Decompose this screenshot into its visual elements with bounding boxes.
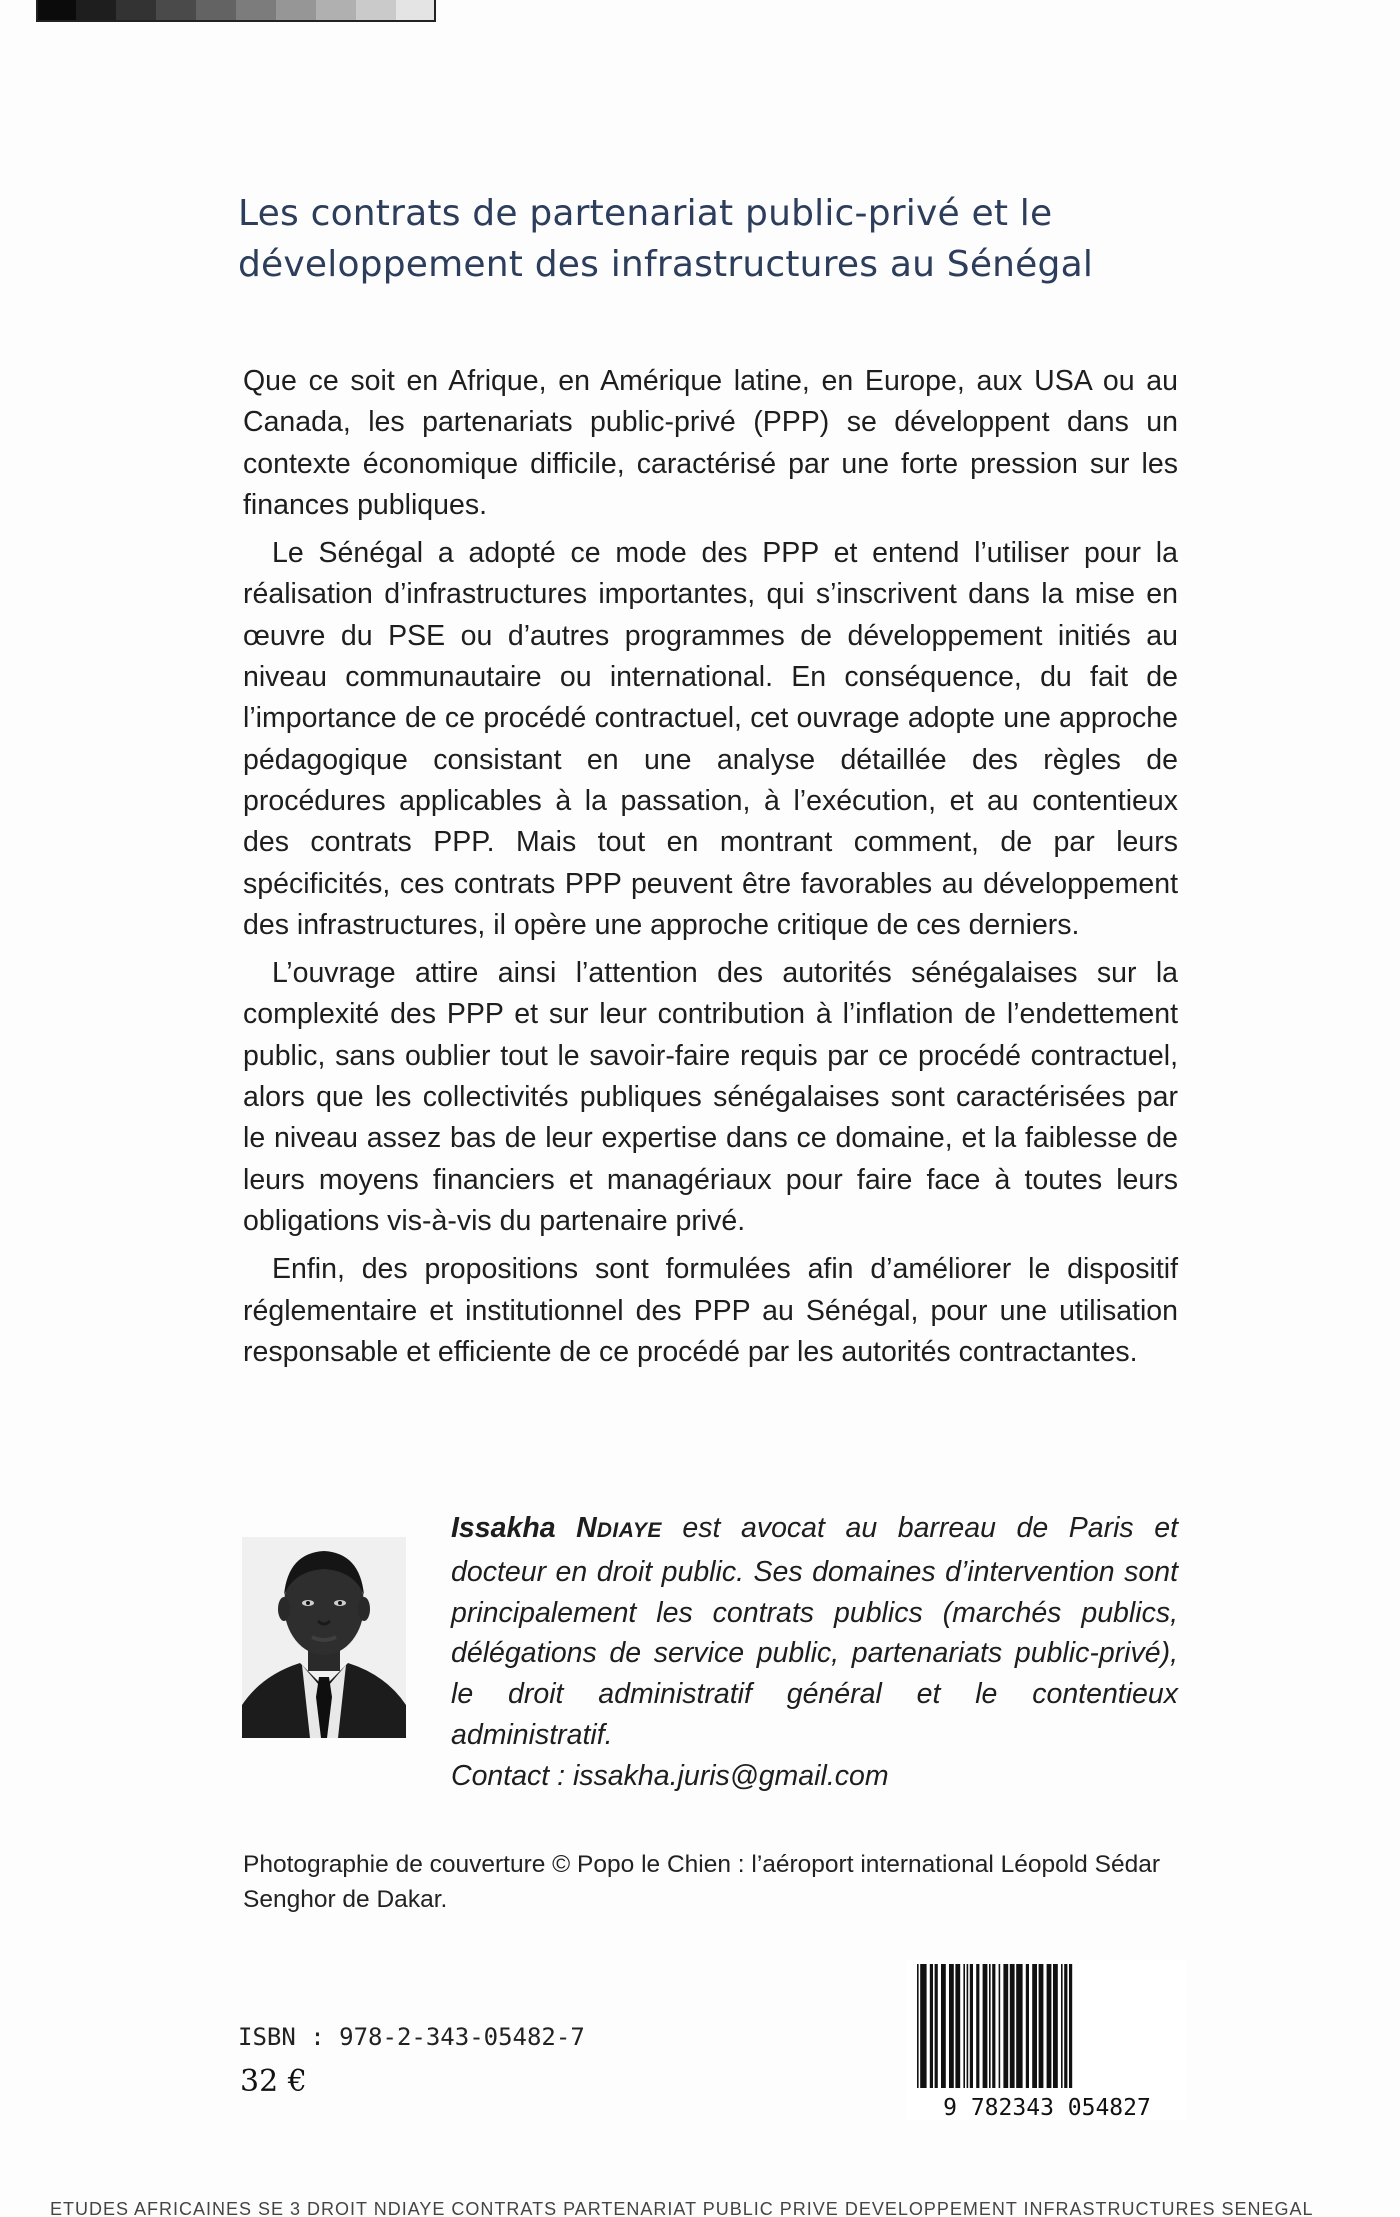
barcode-bar bbox=[1010, 1964, 1015, 2088]
calibration-swatch bbox=[196, 0, 236, 22]
barcode-bar bbox=[1039, 1964, 1044, 2088]
print-calibration-strip bbox=[36, 0, 436, 22]
barcode-bar bbox=[930, 1964, 933, 2088]
author-name: Issakha NDIAYE bbox=[451, 1512, 662, 1544]
barcode-bar bbox=[1016, 1964, 1022, 2088]
barcode-bar bbox=[955, 1964, 960, 2088]
barcode-bar bbox=[963, 1964, 965, 2088]
barcode-bar bbox=[1064, 1964, 1067, 2088]
barcode-bar bbox=[1061, 1964, 1063, 2088]
blurb-paragraph-4: Enfin, des propositions sont formulées afin d’améliorer le dispositif réglementaire et institutionnel des PPP au Sénégal, pour une utilisation responsable et efficiente de ce procédé par les autorités contractantes. bbox=[243, 1253, 1178, 1368]
barcode-bar bbox=[1069, 1964, 1072, 2088]
barcode-bar bbox=[935, 1964, 938, 2088]
barcode-bar bbox=[976, 1964, 979, 2088]
barcode-bar bbox=[941, 1964, 946, 2088]
calibration-swatch bbox=[236, 0, 276, 22]
barcode-bar bbox=[920, 1964, 926, 2088]
barcode-bar bbox=[1003, 1964, 1008, 2088]
author-photo bbox=[242, 1537, 406, 1738]
cover-photo-credit: Photographie de couverture © Popo le Chien : l’aéroport international Léopold Sédar Senghor de Dakar. bbox=[243, 1851, 1160, 1913]
blurb-paragraph-1: Que ce soit en Afrique, en Amérique latine, en Europe, aux USA ou au Canada, les partenariats public-privé (PPP) se développent dans un contexte économique difficile, caractérisé par une forte pression sur les finances publiques. bbox=[243, 365, 1178, 521]
barcode-bar bbox=[967, 1964, 969, 2088]
barcode-digits: 9 782343 054827 bbox=[943, 2095, 1151, 2120]
barcode-bar bbox=[983, 1964, 988, 2088]
blurb-paragraph-2: Le Sénégal a adopté ce mode des PPP et entend l’utiliser pour la réalisation d’infrastructures importantes, qui s’inscrivent dans la mise en œuvre du PSE ou d’autres programmes de développement initiés au niveau communautaire ou international. En conséquence, du fait de l’importance de ce procédé contractuel, cet ouvrage adopte une approche pédagogique consistant en une analyse détaillée des règles de procédures applicables à la passation, à l’exécution, et au contentieux des contrats PPP. Mais tout en montrant comment, de par leurs spécificités, ces contrats PPP peuvent être favorables au développement des infrastructures, il opère une approche critique de ces derniers. bbox=[243, 537, 1178, 941]
barcode-bar bbox=[1026, 1964, 1029, 2088]
author-contact: Contact : issakha.juris@gmail.com bbox=[451, 1759, 889, 1792]
barcode-bar bbox=[1032, 1964, 1037, 2088]
calibration-swatch bbox=[356, 0, 396, 22]
calibration-swatch bbox=[396, 0, 436, 22]
blurb-paragraph-3: L’ouvrage attire ainsi l’attention des autorités sénégalaises sur la complexité des PPP et sur leur contribution à l’inflation de l’endettement public, sans oublier tout le savoir-faire requis par ce procédé contractuel, alors que les collectivités publiques sénégalaises sont caractérisées par le niveau assez bas de leur expertise dans ce domaine, et la faiblesse de leurs moyens financiers et managériaux pour faire face à toutes leurs obligations vis-à-vis du partenaire privé. bbox=[243, 957, 1178, 1237]
calibration-swatch bbox=[36, 0, 76, 22]
barcode-bar bbox=[917, 1964, 919, 2088]
barcode-bar bbox=[1053, 1964, 1058, 2088]
author-bio-text: Issakha NDIAYE est avocat au barreau de Paris et docteur en droit public. Ses domaines d’intervention sont principalement les contrats publics (marchés publics, délégations de service public, partenariats public-privé), le droit administratif général et le contentieux administratif. bbox=[451, 1512, 1178, 1751]
barcode-bar bbox=[949, 1964, 954, 2088]
book-title bbox=[238, 188, 1218, 290]
calibration-swatch bbox=[156, 0, 196, 22]
spine-text: ETUDES AFRICAINES SE 3 DROIT NDIAYE CONTRATS PARTENARIAT PUBLIC PRIVE DEVELOPPEMENT INFRASTRUCTURES SENEGAL bbox=[50, 2202, 1314, 2217]
barcode-bar bbox=[1047, 1964, 1052, 2088]
barcode-bar bbox=[970, 1964, 973, 2088]
barcode-bar bbox=[999, 1964, 1001, 2088]
calibration-swatch bbox=[316, 0, 356, 22]
barcode-bar bbox=[989, 1964, 991, 2088]
back-cover-blurb bbox=[243, 361, 1178, 1380]
price: 32 € bbox=[240, 2064, 307, 2099]
isbn-barcode bbox=[907, 1960, 1187, 2120]
book-title-line-1: Les contrats de partenariat public-privé et le bbox=[238, 193, 1053, 234]
isbn: ISBN : 978-2-343-05482-7 bbox=[238, 2023, 585, 2051]
calibration-swatch bbox=[116, 0, 156, 22]
barcode-bar bbox=[992, 1964, 995, 2088]
spine-text-strip bbox=[0, 2202, 1400, 2217]
calibration-swatch bbox=[276, 0, 316, 22]
book-title-line-2: développement des infrastructures au Sénégal bbox=[238, 244, 1094, 285]
author-bio bbox=[451, 1508, 1178, 1797]
calibration-swatch bbox=[76, 0, 116, 22]
author-portrait-image bbox=[242, 1537, 406, 1738]
